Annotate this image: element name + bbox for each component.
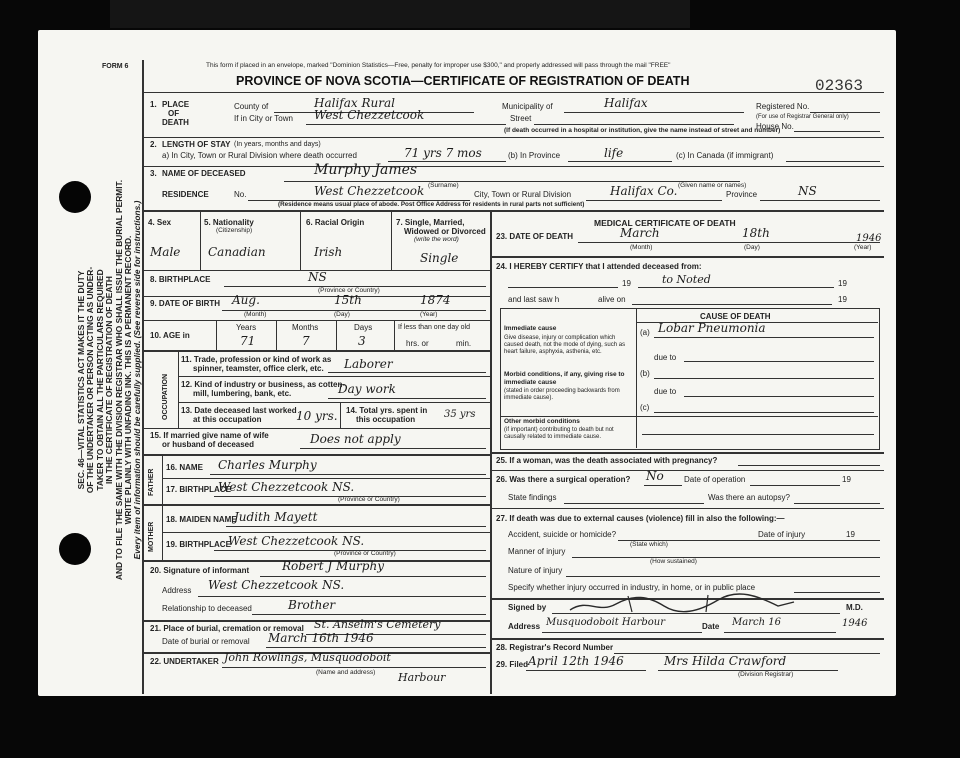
form-title: PROVINCE OF NOVA SCOTIA—CERTIFICATE OF REGISTRATION OF DEATH [236, 74, 690, 88]
stay-city-value: 71 yrs 7 mos [404, 146, 482, 160]
death-year: 1946 [856, 233, 882, 244]
last-worked-value: 10 yrs. [296, 409, 338, 423]
scan-top-dark-strip [110, 0, 690, 28]
envelope-note: This form if placed in an envelope, marked "Dominion Statistics—Free, penalty for improper use $300," and properly addressed will pass through the mail "FREE" [206, 62, 671, 69]
informant-address: West Chezzetcook NS. [208, 578, 345, 592]
total-years-value: 35 yrs [444, 409, 476, 420]
municipality-value: Halifax [604, 96, 648, 110]
cause-a: Lobar Pneumonia [658, 321, 766, 335]
mother-maiden-name: Judith Mayett [234, 510, 318, 524]
burial-date: March 16th 1946 [268, 631, 374, 645]
statute-sidebar-text: SEC. 46—VITAL STATISTICS ACT MAKES IT THE DUTY OF THE UNDERTAKER OR PERSON ACTING AS UNDER- TAKER TO OBTAIN ALL THE PARTICULARS REQUIRED IN THE CERTIFICATE OF REGISTRATION OF DEATH AND TO FILE THE SAME WITH THE DIVISION REGISTRAR WHO SHALL ISSUE THE BURIAL PERMIT. WRITE PLAINLY WITH UNFADING INK. THIS IS A PERMANENT RECORD. Every item of information should be carefully supplied. (See reverse side for instructions.) [76, 179, 143, 581]
form-number: FORM 6 [102, 63, 129, 70]
mother-side-label: MOTHER [148, 521, 155, 552]
undertaker-place: Harbour [398, 671, 446, 684]
father-birthplace: West Chezzetcook NS. [218, 480, 355, 494]
industry-value: Day work [338, 382, 396, 396]
spouse-value: Does not apply [310, 432, 401, 446]
undertaker-name: John Rowlings, Musquodoboit [224, 651, 391, 664]
surgical-operation-answer: No [646, 469, 664, 483]
nationality-value: Canadian [208, 245, 266, 259]
county-value: Halifax Rural [314, 96, 395, 110]
filed-date: April 12th 1946 [528, 654, 624, 668]
certificate-number: 02363 [815, 77, 864, 95]
dob-day: 15th [334, 293, 362, 307]
stay-province-value: life [604, 146, 624, 160]
registrar-name: Mrs Hilda Crawford [664, 654, 787, 668]
attended-to: to Noted [662, 273, 711, 286]
age-months: 7 [302, 334, 310, 348]
sex-value: Male [150, 245, 181, 259]
trade-value: Laborer [344, 357, 393, 371]
header-rule [142, 92, 884, 93]
residence-province: NS [798, 184, 817, 198]
informant-signature: Robert J Murphy [282, 559, 384, 573]
residence-division: Halifax Co. [610, 184, 678, 198]
death-certificate-form: FORM 6 This form if placed in an envelope, marked "Dominion Statistics—Free, penalty for improper use $300," and properly addressed will pass through the mail "FREE" PROVINCE OF NOVA SCOTIA—CERTIFICATE OF REGISTRATION OF DEATH 02363 SEC. 46—VITAL STATISTICS ACT MAKES IT THE DUTY OF THE UNDERTAKER OR PERSON ACTING AS UNDER- TAKER TO OBTAIN ALL THE PARTICULARS REQUIRED IN THE CERTIFICATE OF REGISTRATION OF DEATH AND TO FILE THE SAME WITH THE DIVISION REGISTRAR WHO SHALL ISSUE THE BURIAL PERMIT. WRITE PLAINLY WITH UNFADING INK. THIS IS A PERMANENT RECORD. Every item of information should be carefully supplied. (See reverse side for instructions.) 1. PLACE OF DEATH County of Halifax Rural Municipality of Halifax Registered No. (For use of Registrar General only) If in City or Town West Chezzetcook Street House No. (If death occurred in a hospital or institution, give the name instead of street and number) 2. LENGTH OF STAY (In years, months and days) a) In City, Town or Rural Division where death occurred 71 yrs 7 mos (b) In Province life (c) In Canada (if immigrant) 3. NAME OF DECEASED Murphy James (Surname) (Given name or names) RESIDENCE No. West Chezzetcook City, Town or Rural Division Halifax Co. Province NS (Residence means usual place of abode. Post Office Address for residents in rural parts not sufficient) 4. Sex Male 5. Nationality (Citizenship) Canadian 6. Racial Origin Irish 7. Single, Married, Widowed or Divorced (write the word) Single 8. BIRTHPLACE NS (Province or Country) 9. DATE OF BIRTH Aug. 15th 1874 (Month) (Day) (Year) 10. AGE in Years Months Days 71 7 3 If less than one day old hrs. or min. OCCUPATION 11. Trade, profession or kind of work as spinner, teamster, office clerk, etc. Laborer 12. Kind of industry or business, as cotten- mill, lumbering, bank, etc. Day work 13. Date deceased last worked at this occupation 10 yrs. 14. Total yrs. spent in this occupation 35 yrs 15. If married give name of wife or husband of deceased Does not apply FATHER 16. NAME Charles Murphy 17. BIRTHPLACE West Chezzetcook NS. (Province or Country) MOTHER 18. MAIDEN NAME Judith Mayett 19. BIRTHPLACE West Chezzetcook NS. (Province or Country) 20. Signature of informant Robert J Murphy Address West Chezzetcook NS. Relationship to deceased Brother 21. Place of burial, cremation or removal St. Anselm's Cemetery Date of burial or removal March 16th 1946 22. UNDERTAKER John Rowlings, Musquodoboit (Name and address) Harbour MEDICAL CERTIFICATE OF DEATH 23. DATE OF DEATH March 18th 1946 (Month) (Day) (Year) 24. I HEREBY CERTIFY that I attended deceased from: 19 to Noted 19 and last saw h alive on 19 CAUSE OF DEATH Immediate cause Give disease, injury or complication which caused death, not the mode of dying, such as heart failure, asphyxia, asthenia, etc. (a) Lobar Pneumonia due to Morbid conditions, if any, giving rise to immediate cause (stated in order proceeding backwards from immediate cause). (b) due to (c) Other morbid conditions (if important) contributing to death but not causally related to immediate cause. 25. If a woman, was the death associated with pregnancy? 26. Was there a surgical operation? No Date of operation 19 State findings Was there an autopsy? 27. If death was due to external causes (violence) fill in also the following:— Accident, suicide or homicide? (State which) Date of injury 19 Manner of injury (How sustained) Nature of injury Specify whether injury occurred in industry, in home, or in public place Signed by M.D. Address Musquodoboit Harbour Date March 16 1946 28. Registrar's Record Number 29. Filed April 12th 1946 Mrs Hilda Crawford (Division Registrar) [38, 30, 896, 696]
residence-value: West Chezzetcook [314, 184, 425, 198]
dob-month: Aug. [232, 293, 260, 307]
burial-place: St. Anselm's Cemetery [314, 618, 441, 631]
marital-status-value: Single [420, 251, 459, 265]
medical-title: MEDICAL CERTIFICATE OF DEATH [594, 218, 736, 228]
father-name: Charles Murphy [218, 458, 317, 472]
birthplace-value: NS [308, 270, 327, 284]
physician-date-year: 1946 [842, 618, 868, 629]
age-days: 3 [358, 334, 366, 348]
deceased-name: Murphy James [314, 162, 418, 178]
mother-birthplace: West Chezzetcook NS. [228, 534, 365, 548]
physician-signature [568, 592, 798, 616]
death-month: March [620, 226, 660, 240]
physician-date: March 16 [732, 617, 781, 628]
father-side-label: FATHER [148, 468, 155, 496]
death-day: 18th [742, 226, 770, 240]
city-value: West Chezzetcook [314, 108, 425, 122]
informant-relationship: Brother [288, 598, 336, 612]
occupation-side-label: OCCUPATION [162, 373, 169, 420]
age-years: 71 [240, 334, 256, 348]
racial-origin-value: Irish [314, 245, 343, 259]
left-frame-line [142, 60, 144, 694]
physician-address: Musquodoboit Harbour [546, 617, 666, 628]
dob-year: 1874 [420, 293, 451, 307]
